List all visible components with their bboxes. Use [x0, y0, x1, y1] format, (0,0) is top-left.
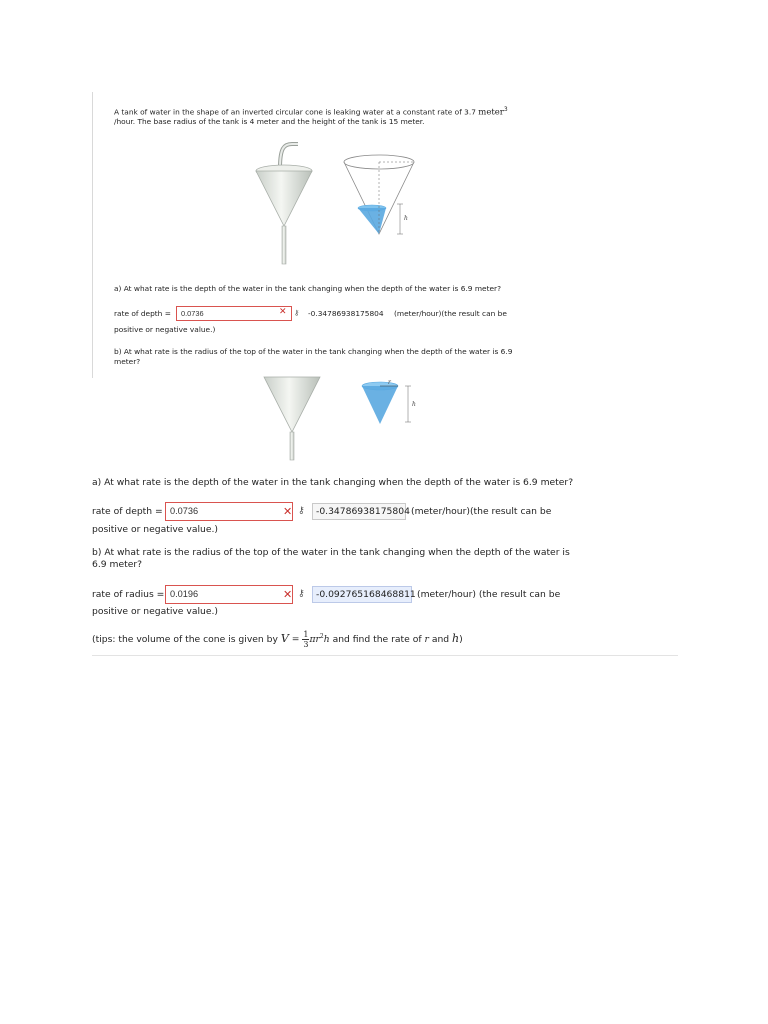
- top-depth-label: rate of depth =: [114, 309, 171, 318]
- problem-text: [114, 105, 554, 127]
- depth-key-icon[interactable]: ⚷: [298, 505, 305, 516]
- top-question-a: a) At what rate is the depth of the water in the tank changing when the depth of the water is 6.9 meter?: [114, 284, 501, 293]
- radius-unit: (meter/hour) (the result can be: [417, 589, 561, 600]
- radius-input[interactable]: 0.0196: [165, 585, 293, 604]
- tips-eq: =: [291, 634, 300, 645]
- question-b-line1: b) At what rate is the radius of the top of the water in the tank changing when the depth of the water is: [92, 547, 570, 558]
- radius-answer: -0.092765168468811: [312, 586, 412, 603]
- bottom-divider: [92, 655, 678, 656]
- radius-note: positive or negative value.): [92, 606, 218, 617]
- top-depth-unit: (meter/hour)(the result can be: [394, 309, 507, 318]
- question-b: [92, 547, 652, 571]
- problem-card: [92, 92, 547, 378]
- top-depth-key-icon[interactable]: ⚷: [294, 308, 300, 317]
- depth-unit: (meter/hour)(the result can be: [411, 506, 552, 517]
- card-border: [92, 92, 93, 378]
- depth-wrong-icon: ✕: [283, 505, 293, 518]
- problem-unit: meter: [478, 107, 504, 118]
- depth-answer: -0.34786938175804: [312, 503, 406, 520]
- tips-v: V: [280, 632, 289, 645]
- figure-h-label-2: h: [412, 401, 416, 408]
- top-depth-wrong-icon: ✕: [279, 307, 287, 317]
- radius-wrong-icon: ✕: [283, 588, 293, 601]
- tips-exp: 2: [319, 632, 324, 640]
- tips-and: and: [431, 634, 450, 645]
- tips-frac-num: 1: [303, 630, 309, 639]
- problem-unit-exp: 3: [503, 106, 508, 113]
- tips-pi: π: [309, 634, 316, 645]
- depth-note: positive or negative value.): [92, 524, 218, 535]
- tips-frac-den: 3: [303, 640, 309, 649]
- tips-h: h: [323, 634, 330, 645]
- question-a: a) At what rate is the depth of the water in the tank changing when the depth of the water is 6.9 meter?: [92, 477, 574, 488]
- depth-input[interactable]: 0.0736: [165, 502, 293, 521]
- tips-r: r: [315, 634, 320, 645]
- radius-label: rate of radius =: [92, 589, 165, 600]
- problem-intro-line2: /hour. The base radius of the tank is 4 meter and the height of the tank is 15 meter.: [114, 117, 425, 127]
- tips-h2: h: [452, 632, 460, 645]
- tips-close: ): [459, 634, 463, 645]
- funnel-cone-figure-2: [250, 374, 440, 464]
- top-question-b: b) At what rate is the radius of the top of the water in the tank changing when the depth of the water is 6.9 meter?: [114, 347, 513, 366]
- figure-r-label: r: [388, 379, 391, 386]
- radius-key-icon[interactable]: ⚷: [298, 588, 305, 599]
- question-b-line2: 6.9 meter?: [92, 559, 143, 570]
- tips-r2: r: [424, 634, 429, 645]
- funnel-cone-figure: [242, 138, 452, 266]
- top-sign-note: positive or negative value.): [114, 325, 216, 334]
- figure-h-label: h: [404, 215, 408, 222]
- top-depth-answer: -0.34786938175804: [308, 309, 384, 318]
- depth-label: rate of depth =: [92, 506, 163, 517]
- tips-prefix: (tips: the volume of the cone is given by: [92, 634, 278, 645]
- tips-mid: and find the rate of: [332, 634, 422, 645]
- tips-line: [92, 630, 463, 649]
- problem-intro-line1: A tank of water in the shape of an inverted circular cone is leaking water at a constant rate of 3.7: [114, 107, 476, 117]
- top-depth-input[interactable]: 0.0736: [176, 306, 292, 321]
